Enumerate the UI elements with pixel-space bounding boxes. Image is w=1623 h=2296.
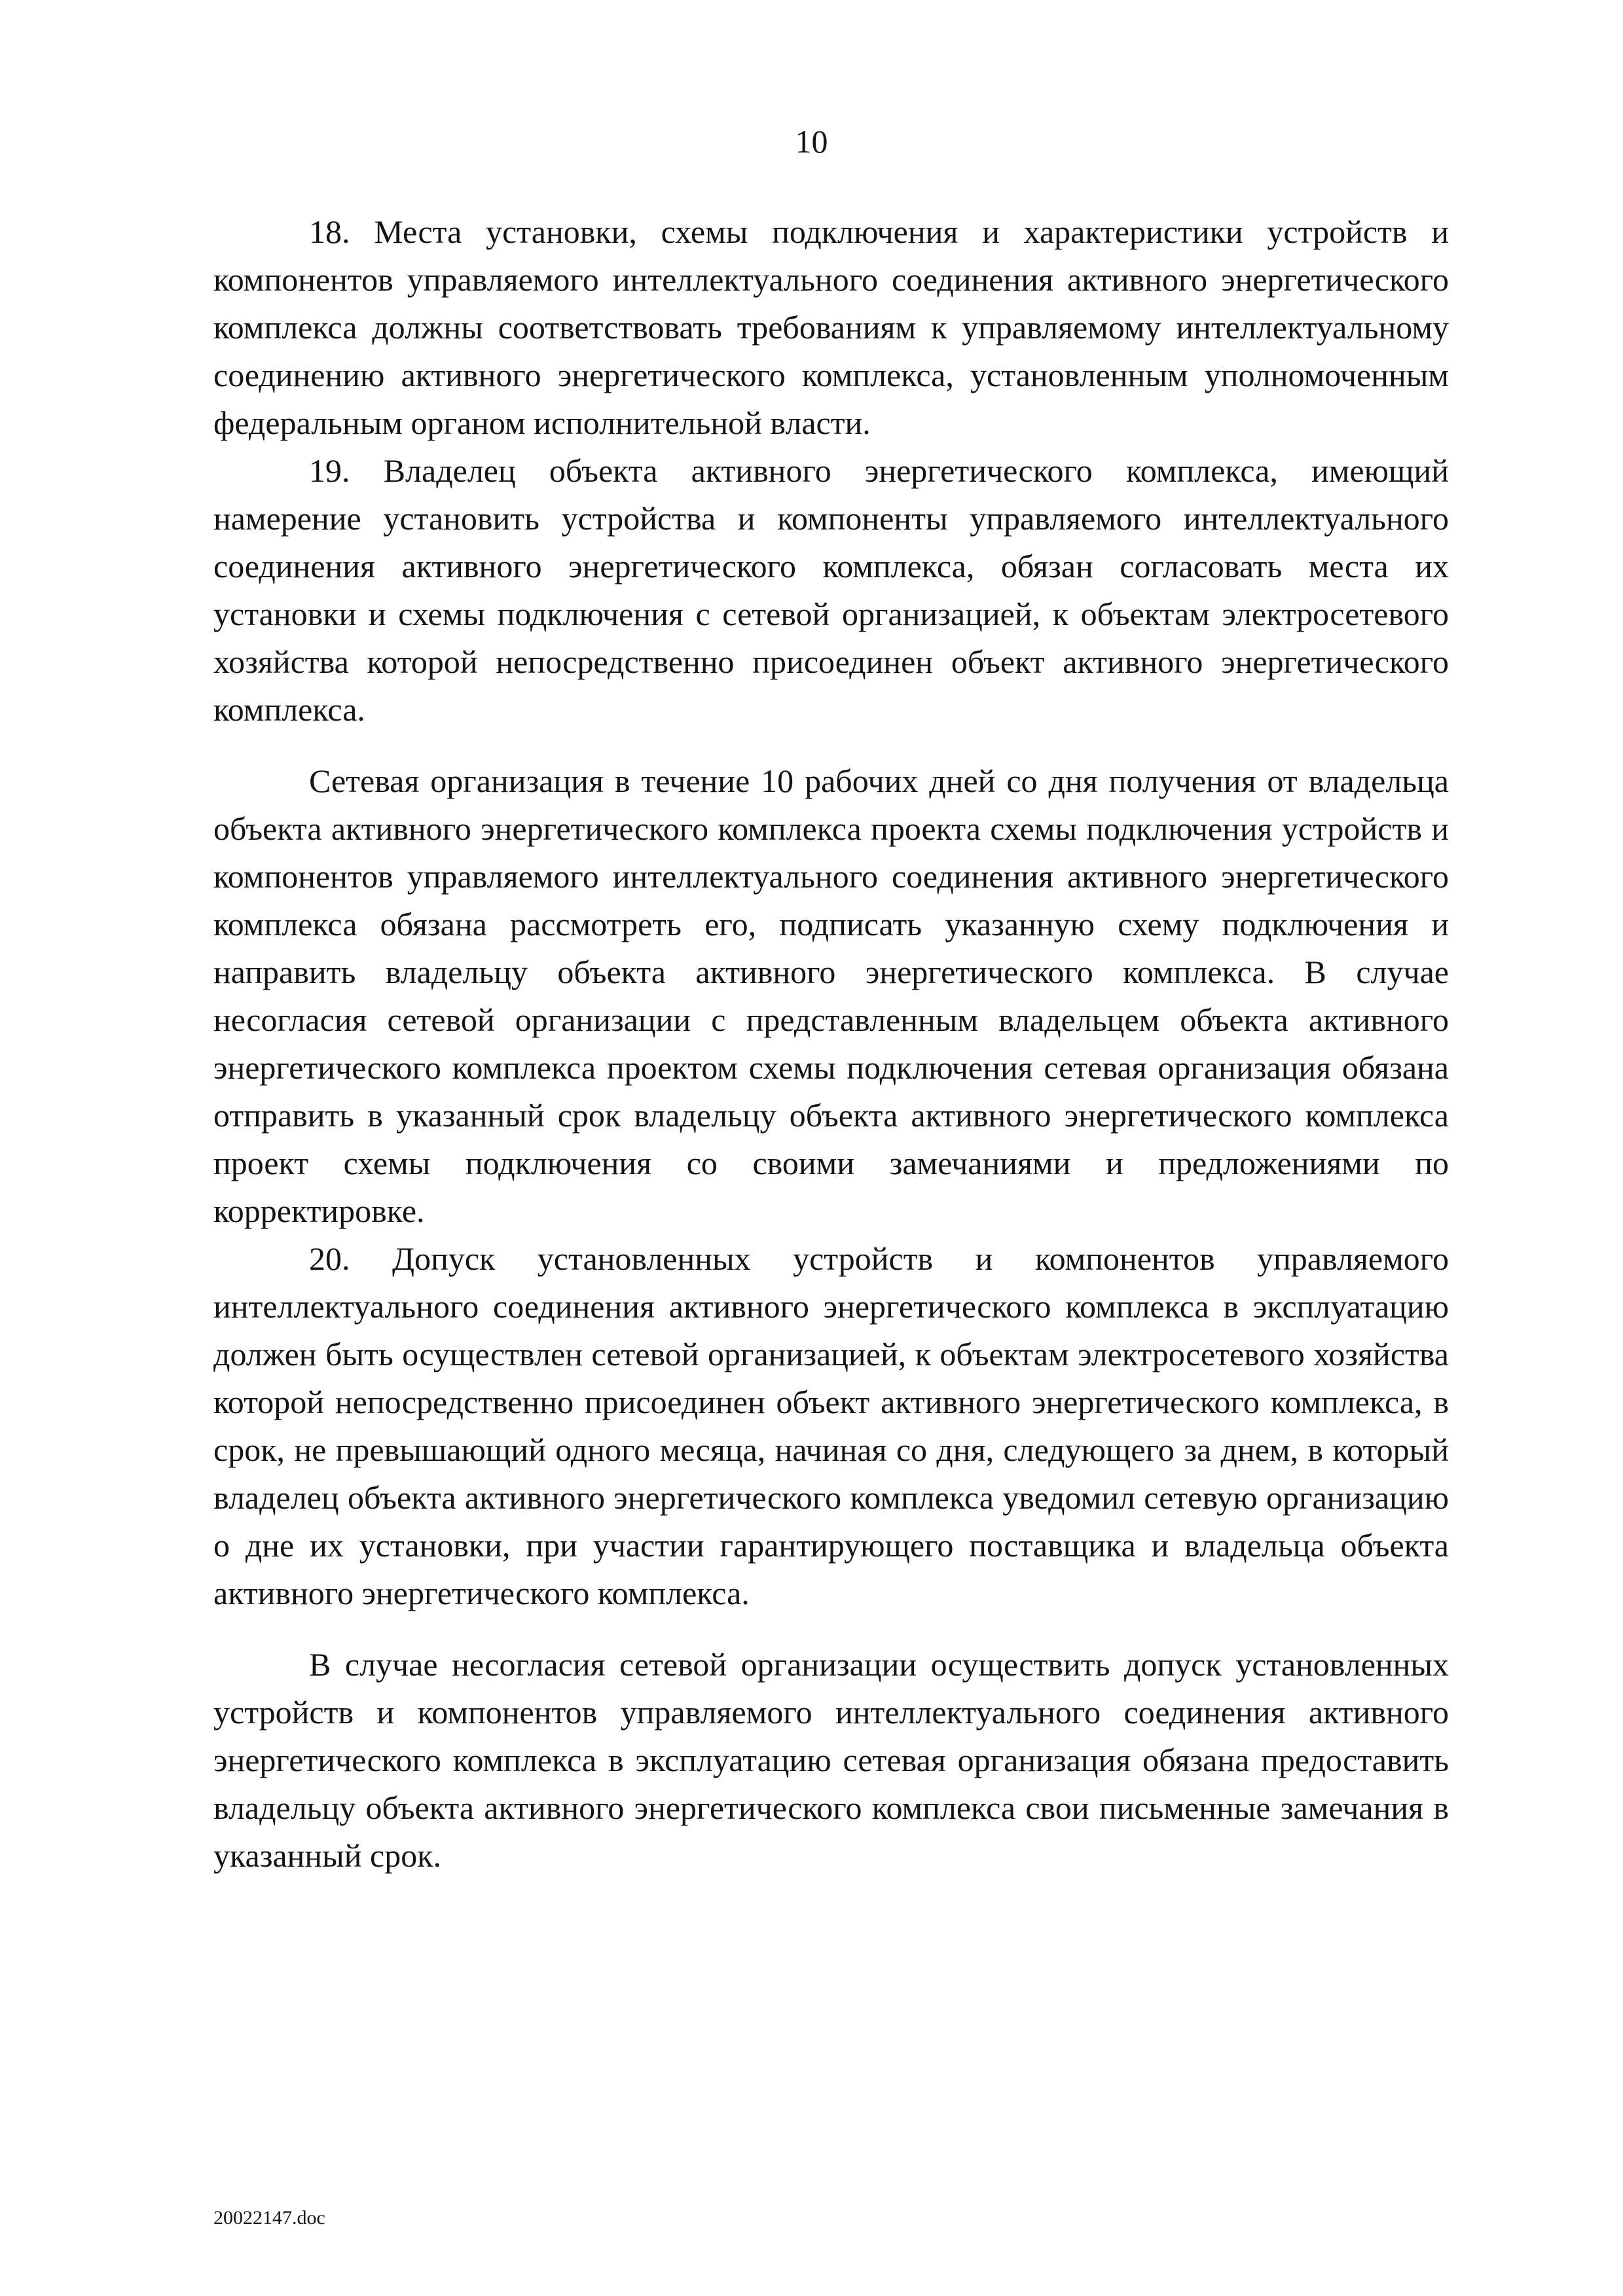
paragraph-18: 18. Места установки, схемы подключения и характеристики устройств и компонентов управляемого интеллектуального соединения активного энергетического комплекса должны соответствовать требованиям к управляемому интеллектуальному соединению активного энергетического комплекса, установленным уполномоченным федеральным органом исполнительной власти. bbox=[213, 213, 1449, 441]
paragraph-20: 20. Допуск установленных устройств и компонентов управляемого интеллектуального соединения активного энергетического комплекса в эксплуатацию должен быть осуществлен сетевой организацией, к объектам электросетевого хозяйства которой непосредственно присоединен объект активного энергетического комплекса, в срок, не превышающий одного месяца, начиная со дня, следующего за днем, в который владелец объекта активного энергетического комплекса уведомил сетевую организацию о дне их установки, при участии гарантирующего поставщика и владельца объекта активного энергетического комплекса. bbox=[213, 1240, 1449, 1611]
page-number: 10 bbox=[795, 123, 828, 160]
paragraph-20-continuation: В случае несогласия сетевой организации осуществить допуск установленных устройств и компонентов управляемого интеллектуального соединения активного энергетического комплекса в эксплуатацию сетевая организация обязана предоставить владельцу объекта активного энергетического комплекса свои письменные замечания в указанный срок. bbox=[213, 1646, 1449, 1874]
paragraph-19-continuation: Сетевая организация в течение 10 рабочих дней со дня получения от владельца объекта активного энергетического комплекса проекта схемы подключения устройств и компонентов управляемого интеллектуального соединения активного энергетического комплекса обязана рассмотреть его, подписать указанную схему подключения и направить владельцу объекта активного энергетического комплекса. В случае несогласия сетевой организации с представленным владельцем объекта активного энергетического комплекса проектом схемы подключения сетевая организация обязана отправить в указанный срок владельцу объекта активного энергетического комплекса проект схемы подключения со своими замечаниями и предложениями по корректировке. bbox=[213, 762, 1449, 1229]
paragraph-19: 19. Владелец объекта активного энергетического комплекса, имеющий намерение установить устройства и компоненты управляемого интеллектуального соединения активного энергетического комплекса, обязан согласовать места их установки и схемы подключения с сетевой организацией, к объектам электросетевого хозяйства которой непосредственно присоединен объект активного энергетического комплекса. bbox=[213, 452, 1449, 728]
document-file-name: 20022147.doc bbox=[213, 2207, 325, 2229]
document-body bbox=[213, 208, 1449, 1880]
